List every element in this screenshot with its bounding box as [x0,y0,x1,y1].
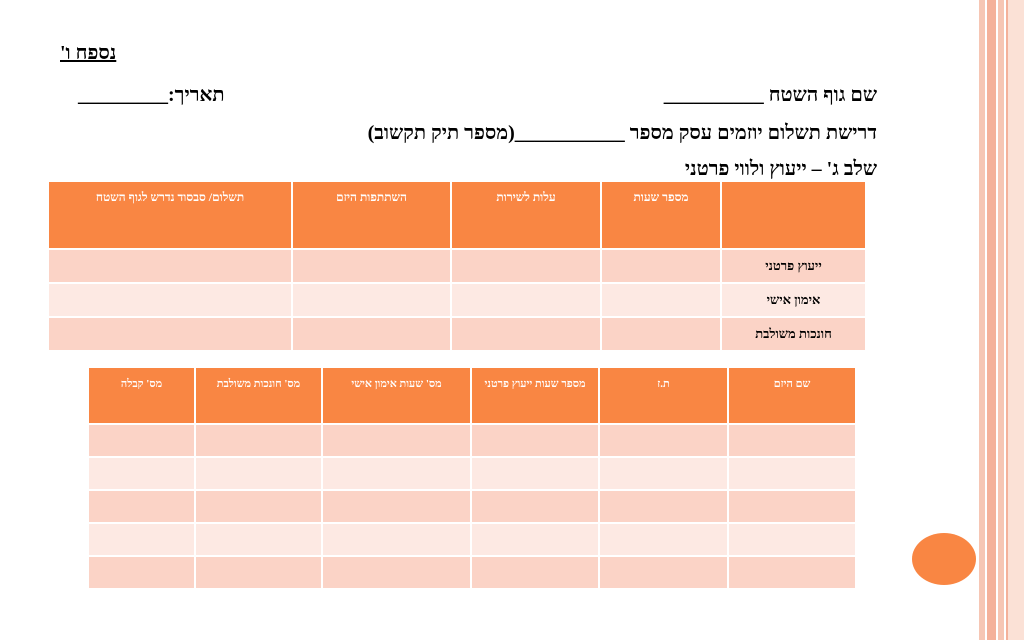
table-cell[interactable] [195,457,322,490]
table-cell[interactable] [48,317,292,351]
table-cell[interactable] [292,249,451,283]
hours-table [47,180,867,352]
table-cell[interactable] [322,523,471,556]
table-header-row [88,367,856,424]
decor-stripe [998,0,1004,640]
table-cell[interactable] [88,424,195,457]
header-cell: מס' קבלה [88,367,195,424]
table-cell[interactable] [88,556,195,589]
decor-stripe [1006,0,1024,640]
table-row [88,457,856,490]
table-row [48,317,866,351]
decor-circle [912,533,976,585]
table-cell[interactable] [451,317,601,351]
header-cell: מספר שעות ייעוץ פרטני [471,367,599,424]
table-cell[interactable] [88,490,195,523]
table-cell[interactable] [599,490,728,523]
header-cell: תשלום/ סבסוד נדרש לגוף השטח [48,181,292,249]
table-cell[interactable] [728,490,856,523]
table-cell[interactable] [322,457,471,490]
table-cell[interactable] [601,249,721,283]
table-cell[interactable] [322,424,471,457]
table-cell[interactable] [451,283,601,317]
table-cell[interactable] [728,457,856,490]
table-cell[interactable] [599,457,728,490]
table-cell[interactable] [601,283,721,317]
table-cell[interactable] [471,523,599,556]
header-cell: מס' חונכות משולבת [195,367,322,424]
table-cell[interactable] [195,490,322,523]
table-cell[interactable] [322,490,471,523]
payment-request-line: דרישת תשלום יוזמים עסק מספר ___________(מספר תיק תקשוב) [367,122,877,144]
table-cell[interactable] [471,457,599,490]
table-cell[interactable] [728,523,856,556]
row-label: אימון אישי [721,283,866,317]
table-cell[interactable] [728,556,856,589]
header-cell: השתתפות היזם [292,181,451,249]
table-row [88,523,856,556]
decor-stripe [979,0,985,640]
table-cell[interactable] [292,317,451,351]
header-cell [721,181,866,249]
table-cell[interactable] [195,523,322,556]
entrepreneurs-table [87,366,857,590]
table-cell[interactable] [728,424,856,457]
table-cell[interactable] [599,424,728,457]
table-cell[interactable] [599,523,728,556]
table-row [88,490,856,523]
table-cell[interactable] [599,556,728,589]
row-label: חונכות משולבת [721,317,866,351]
table-cell[interactable] [471,424,599,457]
table-cell[interactable] [292,283,451,317]
appendix-title: נספח ו' [60,42,117,64]
table-cell[interactable] [88,457,195,490]
table-cell[interactable] [195,556,322,589]
table-row [88,424,856,457]
table-row [48,283,866,317]
table-cell[interactable] [601,317,721,351]
header-cell: מספר שעות [601,181,721,249]
table-cell[interactable] [322,556,471,589]
decor-stripe [987,0,996,640]
row-label: ייעוץ פרטני [721,249,866,283]
body-name-line: שם גוף השטח __________ [663,84,877,106]
table-cell[interactable] [195,424,322,457]
header-cell: שם היזם [728,367,856,424]
date-line: תאריך:_________ [78,84,225,106]
table-cell[interactable] [48,283,292,317]
table-cell[interactable] [48,249,292,283]
stage-line: שלב ג' – ייעוץ ולווי פרטני [684,158,877,180]
table-cell[interactable] [471,556,599,589]
table-header-row [48,181,866,249]
header-cell: עלות לשירות [451,181,601,249]
table-cell[interactable] [451,249,601,283]
header-cell: ת.ז [599,367,728,424]
table-cell[interactable] [471,490,599,523]
table-cell[interactable] [88,523,195,556]
table-row [48,249,866,283]
header-cell: מס' שעות אימון אישי [322,367,471,424]
table-row [88,556,856,589]
